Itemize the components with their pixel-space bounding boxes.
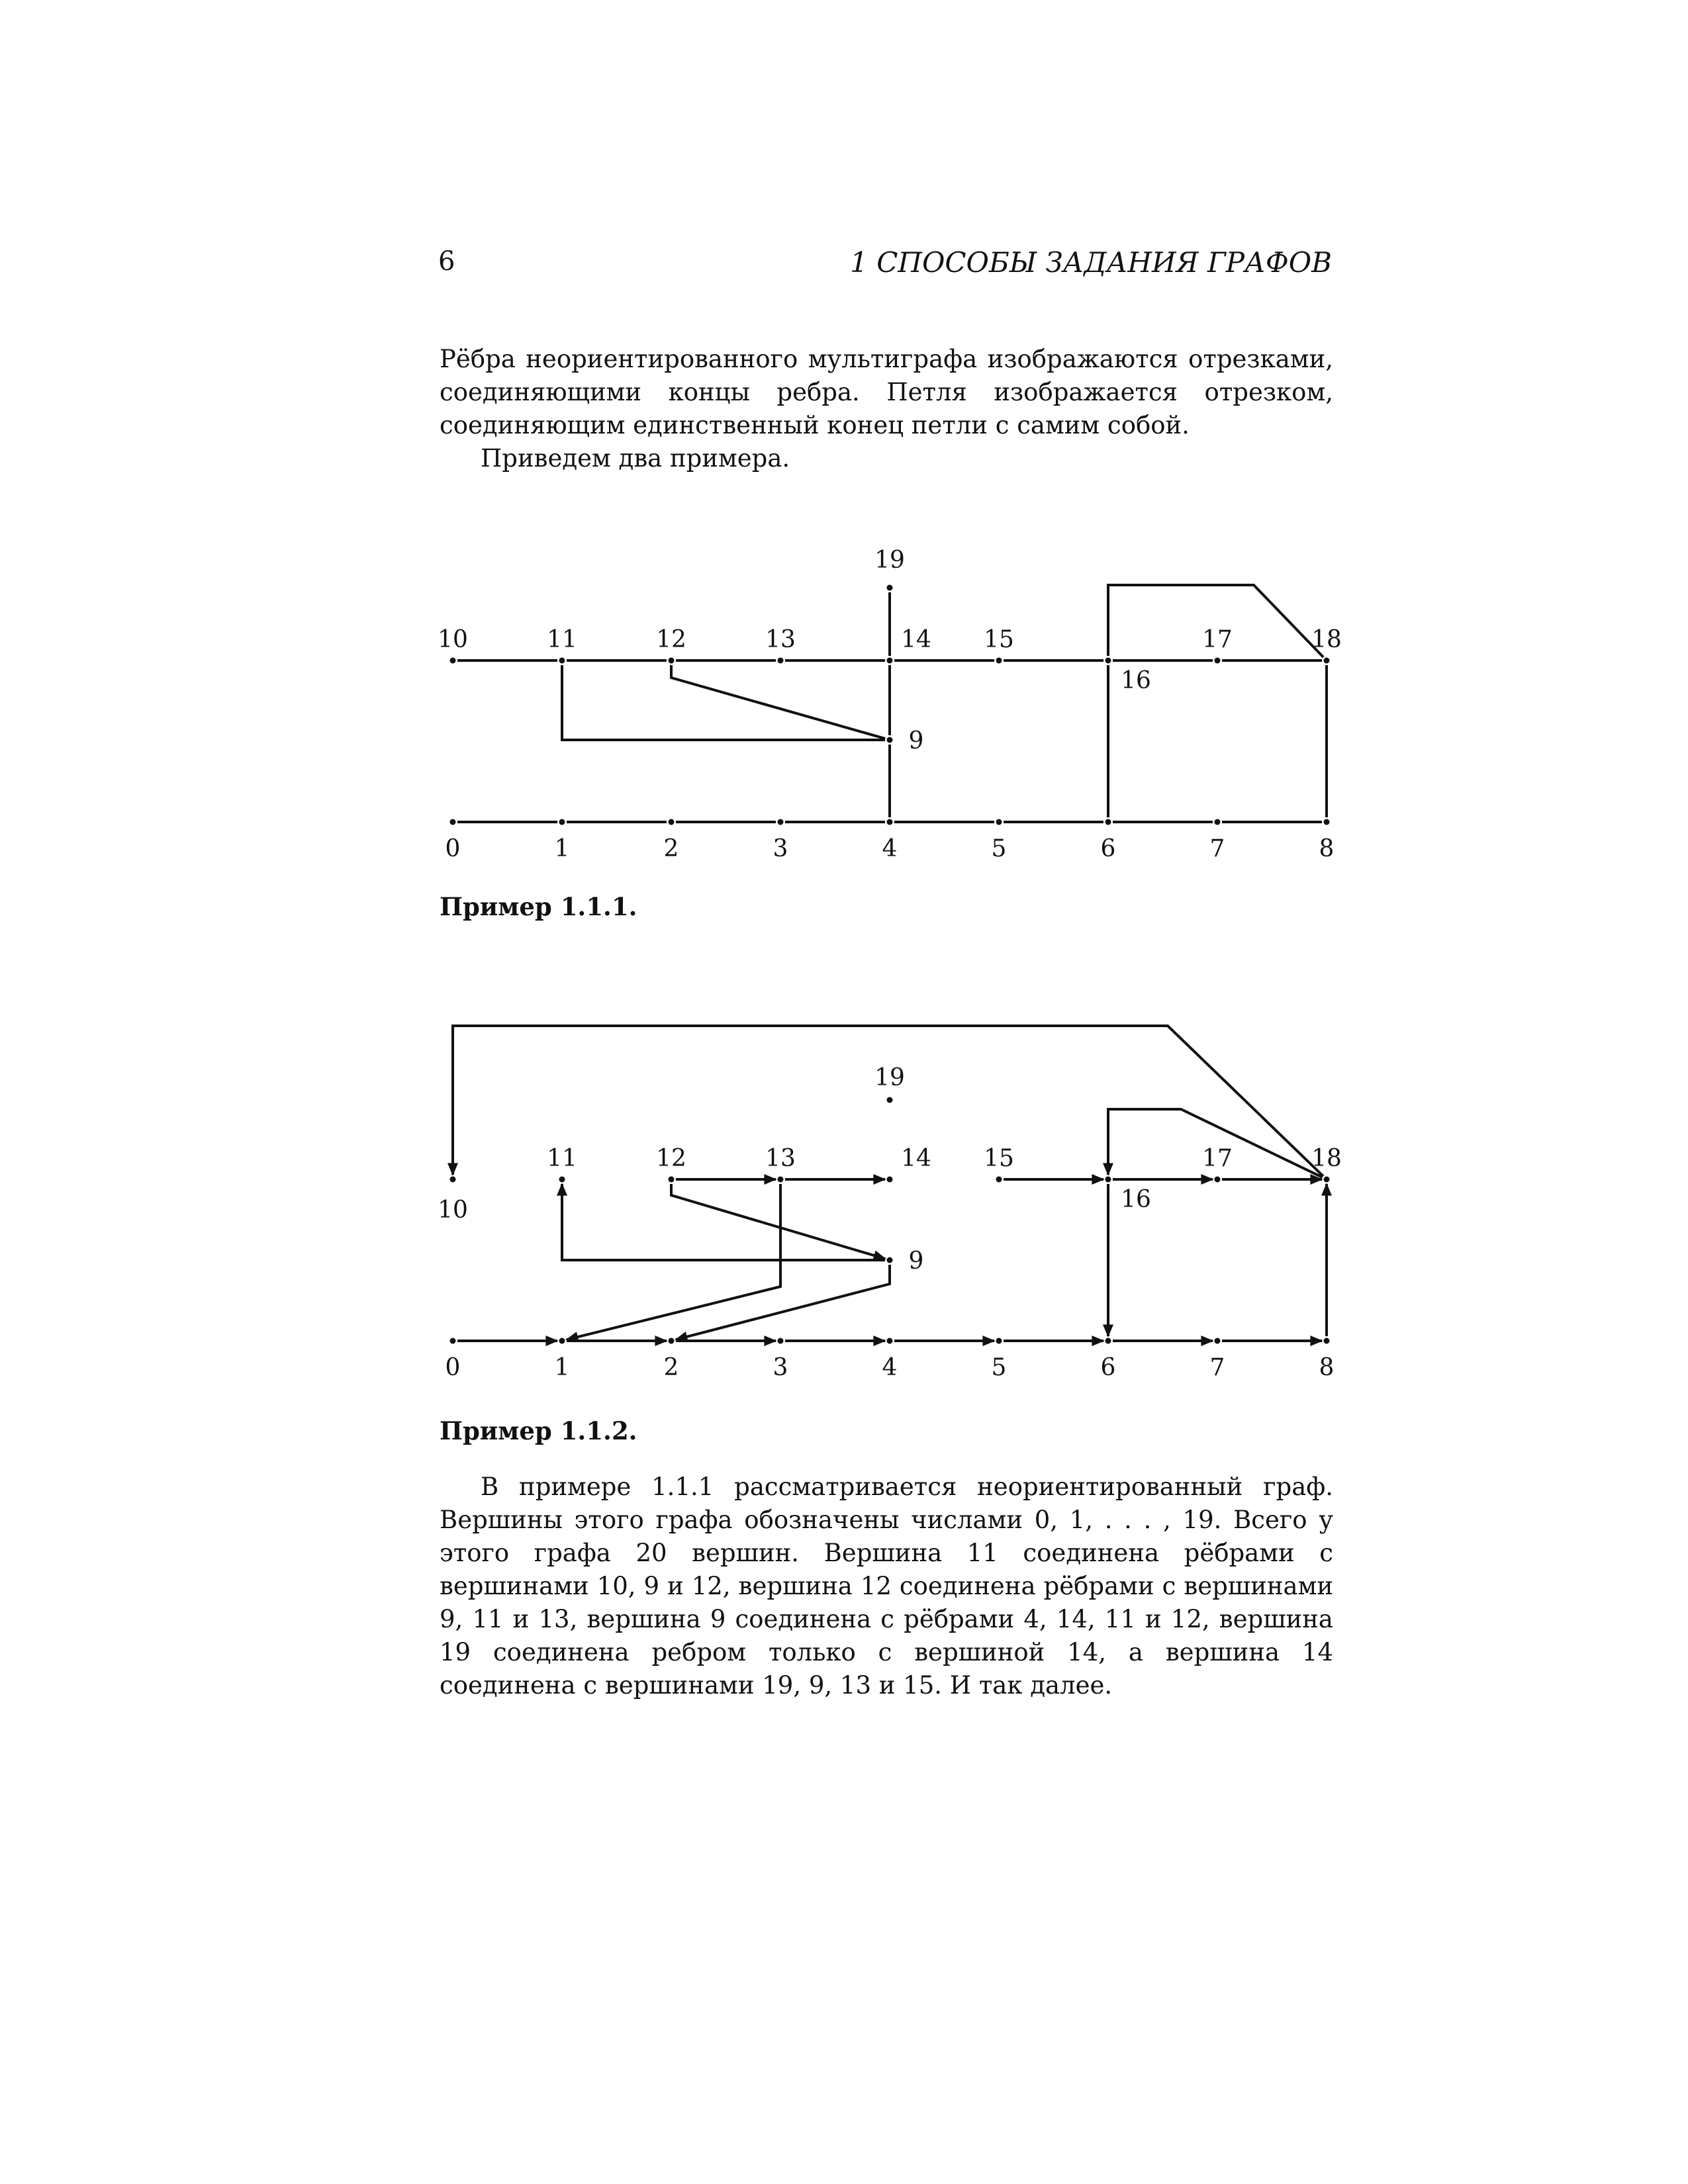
vertex-6 (1105, 1338, 1111, 1344)
vertex-label-16: 16 (1121, 667, 1151, 694)
vertex-label-14: 14 (901, 626, 931, 653)
vertex-label-11: 11 (547, 626, 577, 653)
vertex-label-4: 4 (882, 1354, 898, 1381)
vertex-3 (778, 1338, 784, 1344)
edge-11-9 (562, 665, 885, 740)
graph-example-1 (0, 516, 1688, 887)
vertex-10 (450, 658, 456, 664)
vertex-12 (669, 658, 675, 664)
vertex-11 (559, 1177, 565, 1183)
vertex-17 (1215, 658, 1221, 664)
vertex-label-5: 5 (991, 1354, 1007, 1381)
edge-9-2 (676, 1265, 890, 1340)
vertex-label-2: 2 (663, 835, 679, 862)
vertex-label-6: 6 (1100, 1354, 1116, 1381)
vertex-13 (778, 1177, 784, 1183)
vertex-label-8: 8 (1319, 1354, 1335, 1381)
vertex-18 (1324, 658, 1330, 664)
vertex-label-12: 12 (656, 1145, 686, 1172)
vertex-label-19: 19 (874, 547, 905, 574)
vertex-7 (1215, 819, 1221, 825)
vertex-label-11: 11 (547, 1145, 577, 1172)
intro-examples-line: Приведем два примера. (481, 444, 790, 473)
vertex-label-0: 0 (445, 1354, 461, 1381)
intro-paragraph: Рёбра неориентированного мультиграфа изображаются отрезками, соединяющими концы ребра. Петля изображается отрезком, соединяющим единственный конец петли с самим собой. (440, 345, 1333, 439)
vertex-15 (996, 1177, 1002, 1183)
vertex-label-2: 2 (663, 1354, 679, 1381)
vertex-19 (887, 1097, 893, 1103)
vertex-label-18: 18 (1311, 1145, 1342, 1172)
vertex-2 (669, 1338, 675, 1344)
vertex-label-13: 13 (765, 1145, 796, 1172)
vertex-5 (996, 1338, 1002, 1344)
vertex-label-0: 0 (445, 835, 461, 862)
vertex-13 (778, 658, 784, 664)
edge-12-9 (671, 665, 885, 739)
vertex-label-1: 1 (554, 835, 570, 862)
vertex-label-9: 9 (908, 727, 924, 754)
vertex-18 (1324, 1177, 1330, 1183)
vertex-label-15: 15 (984, 1145, 1014, 1172)
vertex-1 (559, 1338, 565, 1344)
vertex-label-15: 15 (984, 626, 1014, 653)
vertex-16 (1105, 658, 1111, 664)
vertex-label-4: 4 (882, 835, 898, 862)
vertex-17 (1215, 1177, 1221, 1183)
vertex-label-12: 12 (656, 626, 686, 653)
graph1-edges (457, 585, 1327, 822)
edge-12-9 (671, 1184, 885, 1259)
vertex-label-6: 6 (1100, 835, 1116, 862)
vertex-15 (996, 658, 1002, 664)
vertex-11 (559, 658, 565, 664)
graph2-vertices (438, 1064, 1342, 1381)
vertex-3 (778, 819, 784, 825)
vertex-label-13: 13 (765, 626, 796, 653)
vertex-10 (450, 1177, 456, 1183)
vertex-label-7: 7 (1209, 835, 1225, 862)
vertex-8 (1324, 1338, 1330, 1344)
running-head: 1 СПОСОБЫ ЗАДАНИЯ ГРАФОВ (850, 246, 1332, 279)
vertex-label-17: 17 (1202, 1145, 1233, 1172)
vertex-label-19: 19 (874, 1064, 905, 1091)
vertex-1 (559, 819, 565, 825)
edge-9-11 (562, 1184, 885, 1260)
vertex-label-10: 10 (438, 1197, 468, 1224)
vertex-label-5: 5 (991, 835, 1007, 862)
vertex-label-16: 16 (1121, 1186, 1151, 1213)
vertex-label-14: 14 (901, 1145, 931, 1172)
edge-13-1 (567, 1184, 780, 1340)
vertex-label-18: 18 (1311, 626, 1342, 653)
vertex-label-3: 3 (773, 1354, 788, 1381)
vertex-label-7: 7 (1209, 1354, 1225, 1381)
vertex-4 (887, 819, 893, 825)
page-number: 6 (438, 246, 455, 277)
vertex-7 (1215, 1338, 1221, 1344)
vertex-label-8: 8 (1319, 835, 1335, 862)
vertex-19 (887, 585, 893, 591)
vertex-5 (996, 819, 1002, 825)
vertex-4 (887, 1338, 893, 1344)
vertex-0 (450, 1338, 456, 1344)
vertex-8 (1324, 819, 1330, 825)
vertex-9 (887, 737, 893, 743)
vertex-label-10: 10 (438, 626, 468, 653)
vertex-6 (1105, 819, 1111, 825)
vertex-label-3: 3 (773, 835, 788, 862)
vertex-9 (887, 1257, 893, 1263)
vertex-14 (887, 658, 893, 664)
vertex-2 (669, 819, 675, 825)
vertex-label-1: 1 (554, 1354, 570, 1381)
vertex-0 (450, 819, 456, 825)
vertex-label-17: 17 (1202, 626, 1233, 653)
conclusion-paragraph: В примере 1.1.1 рассматривается неориентированный граф. Вершины этого графа обозначены числами 0, 1, . . . , 19. Всего у этого графа 20 вершин. Вершина 11 соединена рёбрами с вершинами 10, 9 и 12, вершина 12 соединена рёбрами с вершинами 9, 11 и 13, вершина 9 соединена с рёбрами 4, 14, 11 и 12, вершина 19 соединена ребром только с вершиной 14, а вершина 14 соединена с вершинами 19, 9, 13 и 15. И так далее. (440, 1473, 1333, 1700)
vertex-label-9: 9 (908, 1248, 924, 1275)
figure-caption-2: Пример 1.1.2. (440, 1416, 637, 1445)
graph-example-2 (0, 1006, 1688, 1416)
vertex-12 (669, 1177, 675, 1183)
figure-caption-1: Пример 1.1.1. (440, 892, 637, 921)
vertex-14 (887, 1177, 893, 1183)
vertex-16 (1105, 1177, 1111, 1183)
